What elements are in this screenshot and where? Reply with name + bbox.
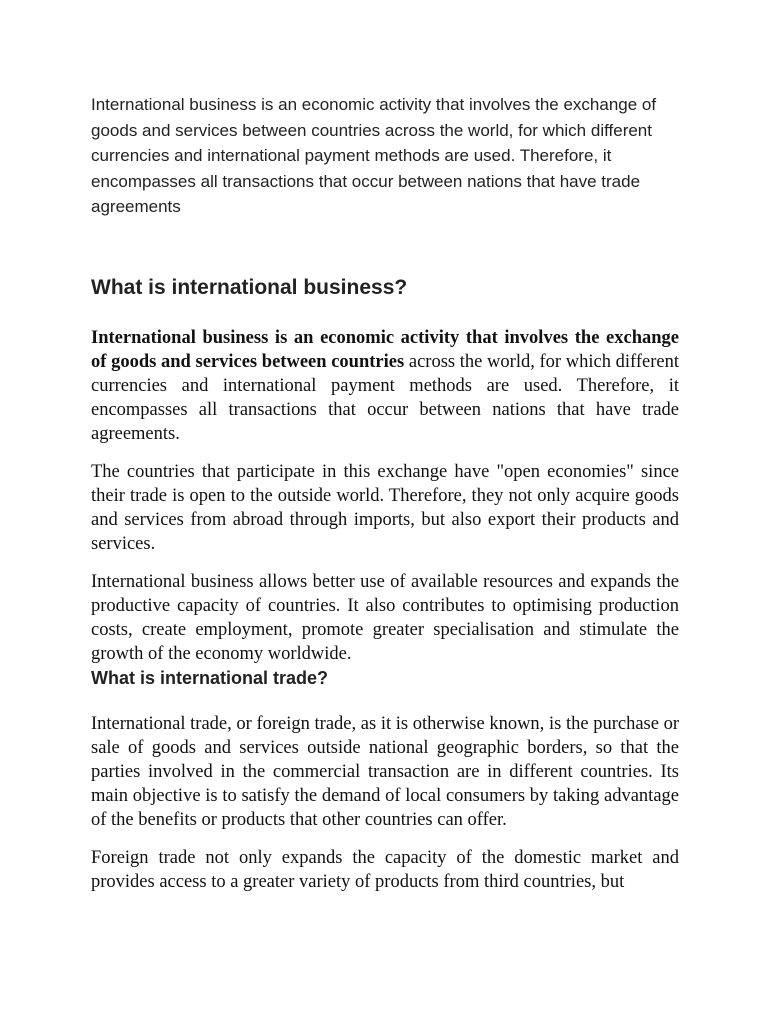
heading-what-is-international-business: What is international business?: [91, 275, 408, 299]
resources-paragraph: International business allows better use of available resources and expands the productive capacity of countries. It also contributes to optimising production costs, create employment, promote greater specialisation and stimulate the growth of the economy worldwide.: [91, 571, 679, 664]
definition-rest-text: across the world, for which different currencies and international payment methods are used. Therefore, it encompasses all transactions that occur between nations that have trade agreements.: [91, 351, 679, 444]
definition-paragraph: [91, 326, 679, 446]
open-economies-paragraph: The countries that participate in this exchange have "open economies" since their trade is open to the outside world. Therefore, they not only acquire goods and services from abroad through imports, but also export their products and services.: [91, 461, 679, 554]
definition-bold-text: International business is an economic activity that involves the exchange of goods and services between countries: [91, 327, 679, 372]
foreign-trade-paragraph: Foreign trade not only expands the capacity of the domestic market and provides access to a greater variety of products from third countries, but: [91, 847, 679, 892]
intro-paragraph: International business is an economic activity that involves the exchange of goods and services between countries across the world, for which different currencies and international payment methods are used. Therefore, it encompasses all transactions that occur between nations that have trade agreements: [91, 95, 657, 216]
document-page: [91, 92, 679, 894]
trade-definition-paragraph: International trade, or foreign trade, as it is otherwise known, is the purchase or sale of goods and services outside national geographic borders, so that the parties involved in the commercial transaction are in different countries. Its main objective is to satisfy the demand of local consumers by taking advantage of the benefits or products that other countries can offer.: [91, 713, 679, 830]
heading-what-is-international-trade: What is international trade?: [91, 667, 329, 688]
